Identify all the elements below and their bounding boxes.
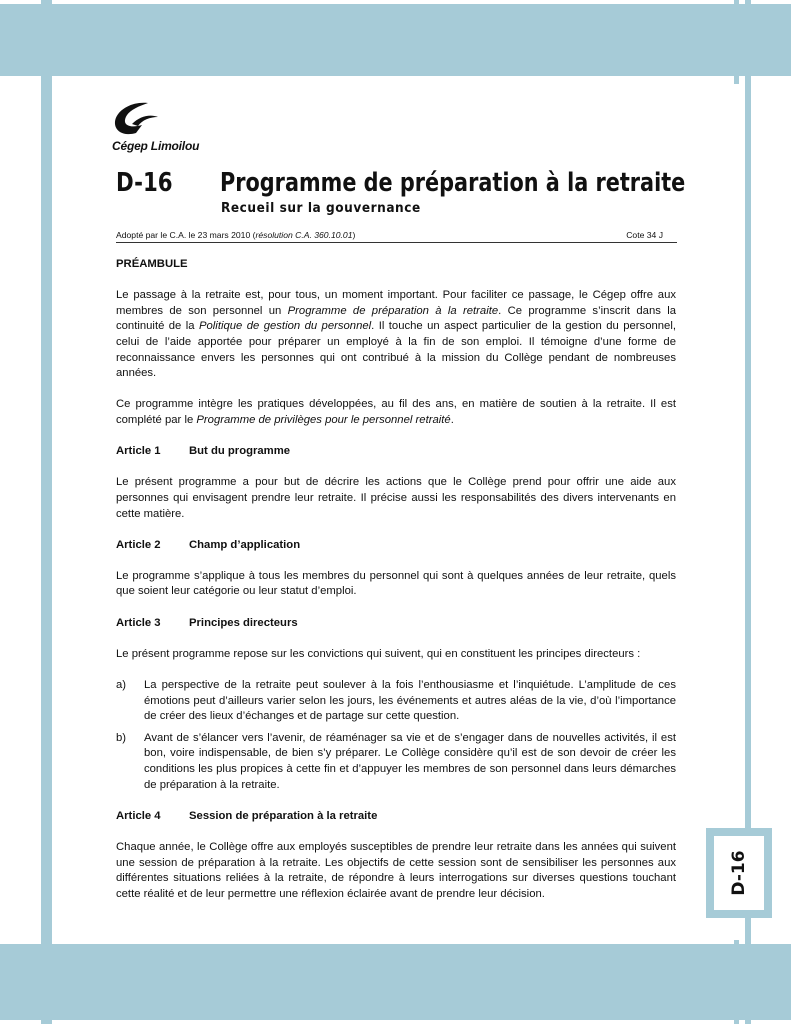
adopted-prefix: Adopté par le C.A. le 23 mars 2010 ( [116, 230, 256, 240]
left-border [41, 0, 52, 1024]
adopted-suffix: ) [352, 230, 356, 240]
side-tab-label: D-16 [729, 850, 749, 896]
article-2-text: Le programme s’applique à tous les membres du personnel qui sont à quelques années de leur retraite, quels que soient leur catégorie ou leur statut d’emploi. [116, 569, 676, 598]
preamble-paragraph-2: Ce programme intègre les pratiques développées, au fil des ans, en matière de soutien à la retraite. Il est complété par le Programme de privilèges pour le personnel retraité. [116, 398, 676, 426]
logo-text: Cégep Limoilou [112, 139, 200, 153]
article-2-heading: Article 2 Champ d’application [116, 538, 301, 551]
document-code: D-16 [116, 168, 173, 198]
principle-a: a) La perspective de la retraite peut soulever à la fois l’enthousiasme et l’inquiétude. L’amplitude de ces émotions peut d’ailleurs varier selon les jours, les événements et autres aléas de la vie, d’où l’importance de créer des lieux d’échanges et de partage sur cette question. [116, 679, 676, 723]
cegep-logo [112, 102, 212, 154]
principle-b: b) Avant de s’élancer vers l’avenir, de réaménager sa vie et de s’engager dans de nouvelles activités, il est bon, voire indispensable, de bien s’y préparer. Le Collège considère qu’il est de son devoir de créer les conditions les plus propices à cette fin et d’appuyer les membres de son personnel dans leurs démarches de préparation à la retraite. [116, 731, 676, 791]
article-1-text: Le présent programme a pour but de décrire les actions que le Collège prend pour offrir une aide aux personnes qui envisagent prendre leur retraite. Il précise aussi les responsabilités des divers intervenants en cette matière. [116, 476, 676, 520]
document-subtitle: Recueil sur la gouvernance [221, 200, 421, 216]
article-1-heading: Article 1 But du programme [116, 445, 291, 458]
policy-title-ref: Politique de gestion du personnel [198, 320, 372, 333]
document-title: Programme de préparation à la retraite [220, 168, 686, 198]
article-4-heading: Article 4 Session de préparation à la retraite [116, 809, 378, 822]
cote-label: Cote 34 J [626, 230, 663, 240]
logo-mark-icon [112, 102, 162, 136]
preamble-heading: PRÉAMBULE [116, 258, 188, 270]
header-rule [116, 242, 677, 243]
side-tab [706, 828, 772, 918]
adoption-line [116, 230, 677, 240]
program-title-ref: Programme de préparation à la retraite [287, 304, 499, 317]
privileges-program-ref: Programme de privilèges pour le personnel retraité [196, 413, 451, 426]
article-3-heading: Article 3 Principes directeurs [116, 616, 298, 629]
bottom-band [0, 944, 791, 1020]
preamble-paragraph-1: Le passage à la retraite est, pour tous, un moment important. Pour faciliter ce passage, le Cégep offre aux membres de son personnel un Programme de préparation à la retraite. Ce programme s’inscrit dans la continuité de la Politique de gestion du personnel. Il touche un aspect particulier de la gestion du personnel, celui de l’aide apportée pour préparer un employé à la fin de son emploi. Il témoigne d’une forme de reconnaissance envers les personnes qui ont contribué à la mission du Collège pendant de nombreuses années. [116, 289, 676, 380]
article-4-text: Chaque année, le Collège offre aux employés susceptibles de prendre leur retraite dans les années qui suivent une session de préparation à la retraite. Les objectifs de cette session sont de sensibiliser les personnes aux différentes situations reliées à la retraite, de répondre à leurs interrogations sur diverses questions touchant cette réalité et de leur permettre une réflexion éclairée avant de prendre leur décision. [116, 840, 676, 900]
adopted-resolution: résolution C.A. 360.10.01 [255, 230, 353, 240]
document-body [116, 257, 676, 918]
article-3-text: Le présent programme repose sur les convictions qui suivent, qui en constituent les principes directeurs : [116, 647, 641, 660]
top-band [0, 4, 791, 76]
